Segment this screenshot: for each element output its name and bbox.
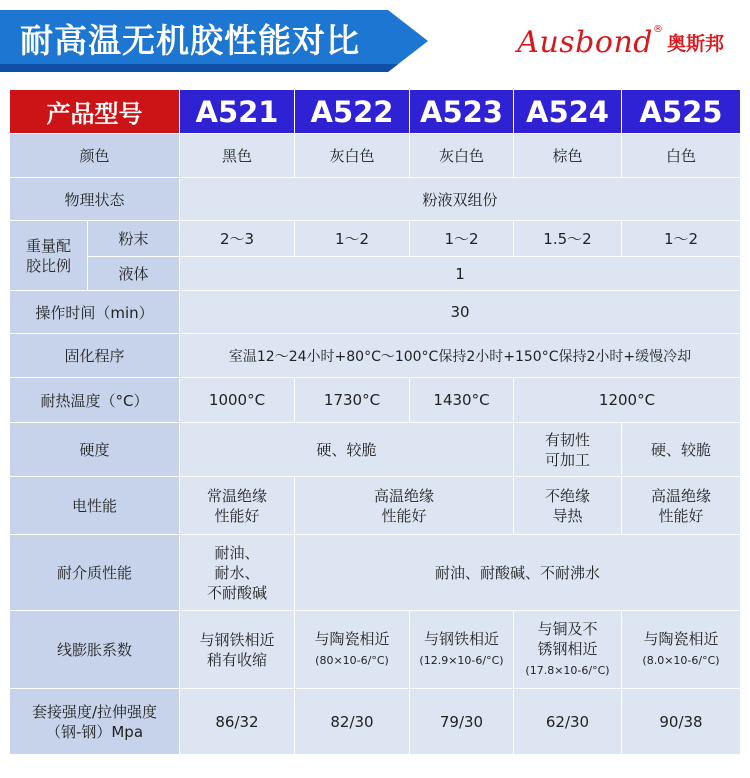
cell-heat-a523: 1430°C [410,378,514,423]
electrical-a521-line1: 常温绝缘 [206,486,267,505]
model-a525: A525 [622,90,741,134]
cell-electrical-a522-a523 [295,477,514,535]
row-label-strength [10,689,180,755]
row-label-color: 颜色 [10,134,180,178]
table-row-electrical [10,477,741,535]
expansion-a521-line1: 与钢铁相近 [199,630,275,649]
electrical-a525-line1: 高温绝缘 [650,486,711,505]
model-a524: A524 [514,90,622,134]
row-label-cure: 固化程序 [10,334,180,378]
cell-expansion-a521 [180,611,295,689]
expansion-a525-main: 与陶瓷相近 [643,629,719,648]
registered-mark: ® [652,24,663,35]
strength-label-line1: 套接强度/拉伸强度 [31,702,158,721]
cell-work-time-all: 30 [180,291,741,334]
cell-medium-others: 耐油、耐酸碱、不耐沸水 [295,535,741,611]
row-label-expansion: 线膨胀系数 [10,611,180,689]
table-row-powder [10,221,741,257]
cell-strength-a522: 82/30 [295,689,410,755]
cell-powder-a523: 1～2 [410,221,514,257]
table-row-expansion [10,611,741,689]
ausbond-logo [517,20,724,64]
table-row-hardness [10,423,741,477]
cell-color-a525: 白色 [622,134,741,178]
cell-color-a524: 棕色 [514,134,622,178]
cell-powder-a522: 1～2 [295,221,410,257]
cell-liquid-all: 1 [180,257,741,291]
page-title: 耐高温无机胶性能对比 [20,21,360,60]
expansion-a524-coefficient: (17.8×10-6/°C) [525,663,610,677]
row-label-hardness: 硬度 [10,423,180,477]
cell-electrical-a521 [180,477,295,535]
cell-strength-a521: 86/32 [180,689,295,755]
cell-expansion-a525 [622,611,741,689]
table-row-liquid [10,257,741,291]
comparison-table [9,89,741,755]
cell-electrical-a525 [622,477,741,535]
cell-color-a523: 灰白色 [410,134,514,178]
expansion-a523-main: 与钢铁相近 [423,629,499,648]
electrical-a522-line2: 性能好 [381,506,427,525]
electrical-a521-line2: 性能好 [214,506,260,525]
hardness-a524-line1: 有韧性 [544,430,590,449]
cell-strength-a523: 79/30 [410,689,514,755]
cell-heat-a522: 1730°C [295,378,410,423]
ratio-label-line1: 重量配 [25,236,71,255]
comparison-table-wrapper [9,89,740,755]
expansion-a521-line2: 稍有收缩 [206,650,267,669]
expansion-a522-coefficient: (80×10-6/°C) [315,653,389,667]
expansion-a524-line2: 锈钢相近 [537,639,598,658]
medium-a521-line2: 耐水、 [214,563,260,582]
cell-heat-a524-a525: 1200°C [514,378,741,423]
cell-strength-a524: 62/30 [514,689,622,755]
table-row-cure [10,334,741,378]
table-row-work-time [10,291,741,334]
row-label-state: 物理状态 [10,178,180,221]
table-row-medium [10,535,741,611]
cell-heat-a521: 1000°C [180,378,295,423]
medium-a521-line3: 不耐酸碱 [206,583,267,602]
row-label-electrical: 电性能 [10,477,180,535]
expansion-a525-coefficient: (8.0×10-6/°C) [642,653,720,667]
row-label-powder: 粉末 [88,221,180,257]
electrical-a522-line1: 高温绝缘 [373,486,434,505]
cell-powder-a525: 1～2 [622,221,741,257]
model-a521: A521 [180,90,295,134]
medium-a521-line1: 耐油、 [214,543,260,562]
row-label-ratio [10,221,88,291]
table-row-state [10,178,741,221]
cell-expansion-a524 [514,611,622,689]
electrical-a524-line1: 不绝缘 [544,486,590,505]
cell-state-all: 粉液双组份 [180,178,741,221]
ratio-label-line2: 胶比例 [25,256,71,275]
table-row-models [10,90,741,134]
cell-hardness-a525: 硬、较脆 [622,423,741,477]
cell-cure-all: 室温12～24小时+80°C～100°C保持2小时+150°C保持2小时+缓慢冷却 [180,334,741,378]
model-a523: A523 [410,90,514,134]
corner-label: 产品型号 [10,90,180,134]
table-row-color [10,134,741,178]
cell-color-a522: 灰白色 [295,134,410,178]
table-row-strength [10,689,741,755]
row-label-heat: 耐热温度（°C） [10,378,180,423]
cell-powder-a521: 2～3 [180,221,295,257]
cell-hardness-a521-a523: 硬、较脆 [180,423,514,477]
row-label-medium: 耐介质性能 [10,535,180,611]
logo-chinese-name: 奥斯邦 [666,32,724,55]
expansion-a524-line1: 与铜及不 [537,619,598,638]
cell-color-a521: 黑色 [180,134,295,178]
row-label-work-time: 操作时间（min） [10,291,180,334]
cell-medium-a521 [180,535,295,611]
row-label-liquid: 液体 [88,257,180,291]
strength-label-line2: （钢-钢）Mpa [45,722,144,741]
table-row-heat [10,378,741,423]
cell-hardness-a524 [514,423,622,477]
cell-strength-a525: 90/38 [622,689,741,755]
cell-powder-a524: 1.5～2 [514,221,622,257]
expansion-a523-coefficient: (12.9×10-6/°C) [419,653,504,667]
electrical-a525-line2: 性能好 [658,506,704,525]
cell-expansion-a523 [410,611,514,689]
cell-electrical-a524 [514,477,622,535]
page-header [0,0,750,80]
cell-expansion-a522 [295,611,410,689]
electrical-a524-line2: 导热 [552,506,583,525]
logo-wordmark: Ausbond [517,24,653,60]
model-a522: A522 [295,90,410,134]
hardness-a524-line2: 可加工 [544,450,590,469]
expansion-a522-main: 与陶瓷相近 [314,629,390,648]
